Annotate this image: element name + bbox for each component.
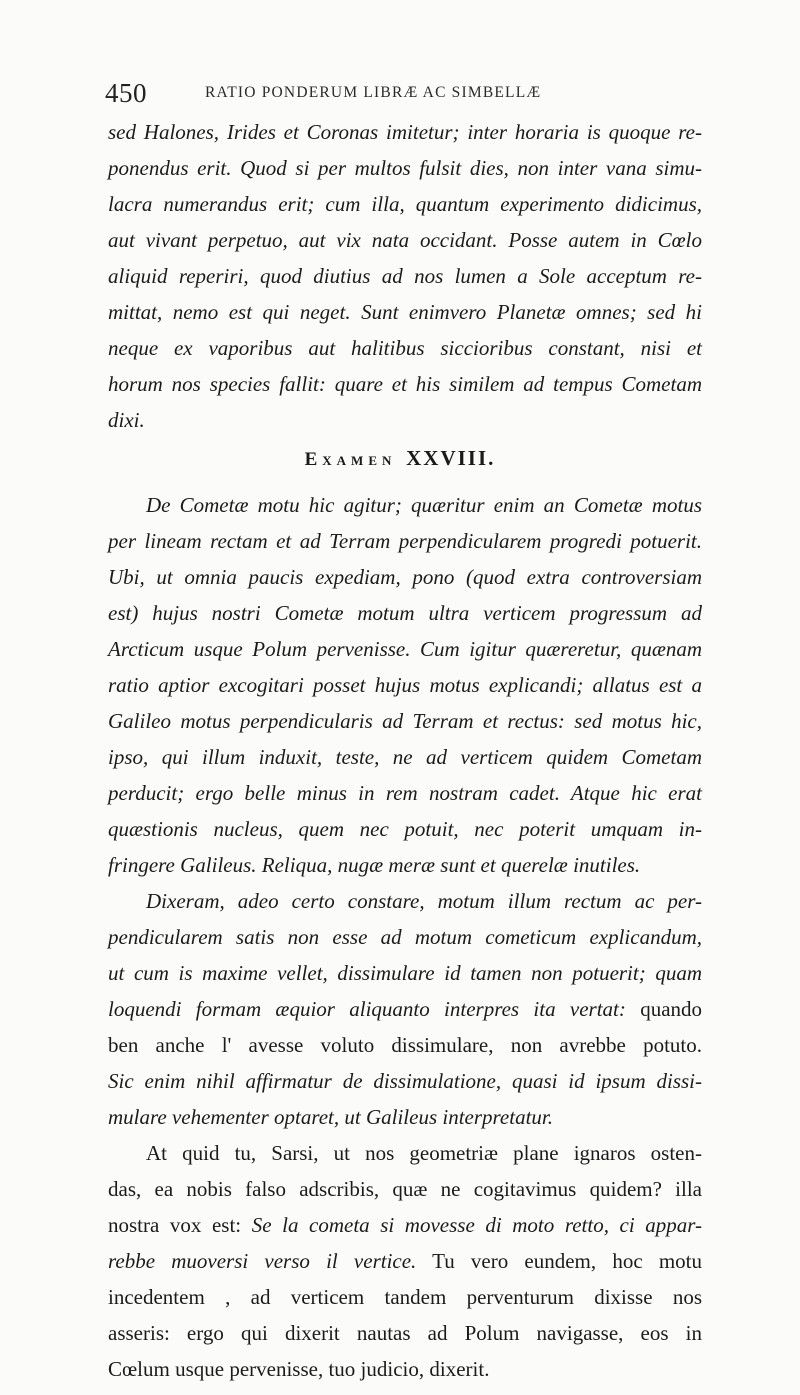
paragraph-4-line-4: [108, 1246, 702, 1276]
paragraph-3-line-5: ben anche l' avesse voluto dissimulare, non avrebbe potuto.: [108, 1033, 702, 1057]
paragraph-2-line-2: per lineam rectam et ad Terram perpendicularem progredi potuerit.: [108, 529, 702, 553]
paragraph-1-line-6: mittat, nemo est qui neget. Sunt enimvero Planetæ omnes; sed hi: [108, 300, 702, 324]
running-head: [105, 78, 705, 108]
paragraph-2-line-4: est) hujus nostri Cometæ motum ultra verticem progressum ad: [108, 601, 702, 625]
paragraph-1-line-4: aut vivant perpetuo, aut vix nata occidant. Posse autem in Cœlo: [108, 228, 702, 252]
paragraph-2-line-8: ipso, qui illum induxit, teste, ne ad verticem quidem Cometam: [108, 745, 702, 769]
paragraph-3-line-2: pendicularem satis non esse ad motum cometicum explicandum,: [108, 925, 702, 949]
paragraph-4-line-5: incedentem , ad verticem tandem perventurum dixisse nos: [108, 1285, 702, 1309]
paragraph-4-line-4-italic: rebbe muoversi verso il vertice.: [108, 1249, 417, 1273]
paragraph-2-line-11: fringere Galileus. Reliqua, nugæ meræ sunt et querelæ inutiles.: [108, 853, 641, 877]
paragraph-2-line-9: perducit; ergo belle minus in rem nostram cadet. Atque hic erat: [108, 781, 702, 805]
paragraph-2-line-3: Ubi, ut omnia paucis expediam, pono (quod extra controversiam: [108, 565, 702, 589]
paragraph-1-line-2: ponendus erit. Quod si per multos fulsit dies, non inter vana simu-: [108, 156, 702, 180]
running-title: RATIO PONDERUM LIBRÆ AC SIMBELLÆ: [205, 84, 542, 101]
paragraph-3-line-1: Dixeram, adeo certo constare, motum illum rectum ac per-: [146, 889, 702, 913]
paragraph-4-line-7: Cœlum usque pervenisse, tuo judicio, dixerit.: [108, 1357, 490, 1381]
paragraph-3-line-3: ut cum is maxime vellet, dissimulare id tamen non potuerit; quam: [108, 961, 702, 985]
paragraph-1-line-7: neque ex vaporibus aut halitibus siccioribus constant, nisi et: [108, 336, 702, 360]
section-heading-word: Examen: [304, 449, 397, 470]
paragraph-1-line-9: dixi.: [108, 408, 145, 432]
paragraph-4-line-6: asseris: ergo qui dixerit nautas ad Polum navigasse, eos in: [108, 1321, 702, 1345]
paragraph-2-line-6: ratio aptior excogitari posset hujus motus explicandi; allatus est a: [108, 673, 702, 697]
section-heading-numeral: XXVIII.: [406, 446, 496, 470]
paragraph-3-line-4-roman: quando: [640, 997, 703, 1021]
paragraph-1-line-5: aliquid reperiri, quod diutius ad nos lumen a Sole acceptum re-: [108, 264, 702, 288]
paragraph-3-line-7: mulare vehementer optaret, ut Galileus interpretatur.: [108, 1105, 554, 1129]
section-heading: [0, 443, 800, 473]
paragraph-1-line-1: sed Halones, Irides et Coronas imitetur; inter horaria is quoque re-: [108, 120, 702, 144]
paragraph-3-line-4-italic: loquendi formam æquior aliquanto interpres ita vertat:: [108, 997, 626, 1021]
paragraph-4-line-3-roman: nostra vox est:: [108, 1213, 242, 1237]
paragraph-2-line-10: quæstionis nucleus, quem nec potuit, nec poterit umquam in-: [108, 817, 702, 841]
paragraph-1-line-3: lacra numerandus erit; cum illa, quantum experimento didicimus,: [108, 192, 702, 216]
paragraph-1-line-8: horum nos species fallit: quare et his similem ad tempus Cometam: [108, 372, 702, 396]
paragraph-4-line-4-roman: Tu vero eundem, hoc motu: [432, 1249, 702, 1273]
paragraph-4-line-3-italic: Se la cometa si movesse di moto retto, ci appar-: [251, 1213, 703, 1237]
paragraph-2-line-5: Arcticum usque Polum pervenisse. Cum igitur quæreretur, quænam: [108, 637, 702, 661]
paragraph-2-line-1: De Cometæ motu hic agitur; quæritur enim an Cometæ motus: [146, 493, 702, 517]
paragraph-4-line-1: At quid tu, Sarsi, ut nos geometriæ plane ignaros osten-: [146, 1141, 702, 1165]
page-number: 450: [105, 78, 147, 108]
paragraph-2-line-7: Galileo motus perpendicularis ad Terram et rectus: sed motus hic,: [108, 709, 702, 733]
paragraph-3-line-6: Sic enim nihil affirmatur de dissimulatione, quasi id ipsum dissi-: [108, 1069, 702, 1093]
paragraph-4-line-3: [108, 1210, 702, 1240]
paragraph-3-line-4: [108, 994, 702, 1024]
paragraph-4-line-2: das, ea nobis falso adscribis, quæ ne cogitavimus quidem? illa: [108, 1177, 702, 1201]
